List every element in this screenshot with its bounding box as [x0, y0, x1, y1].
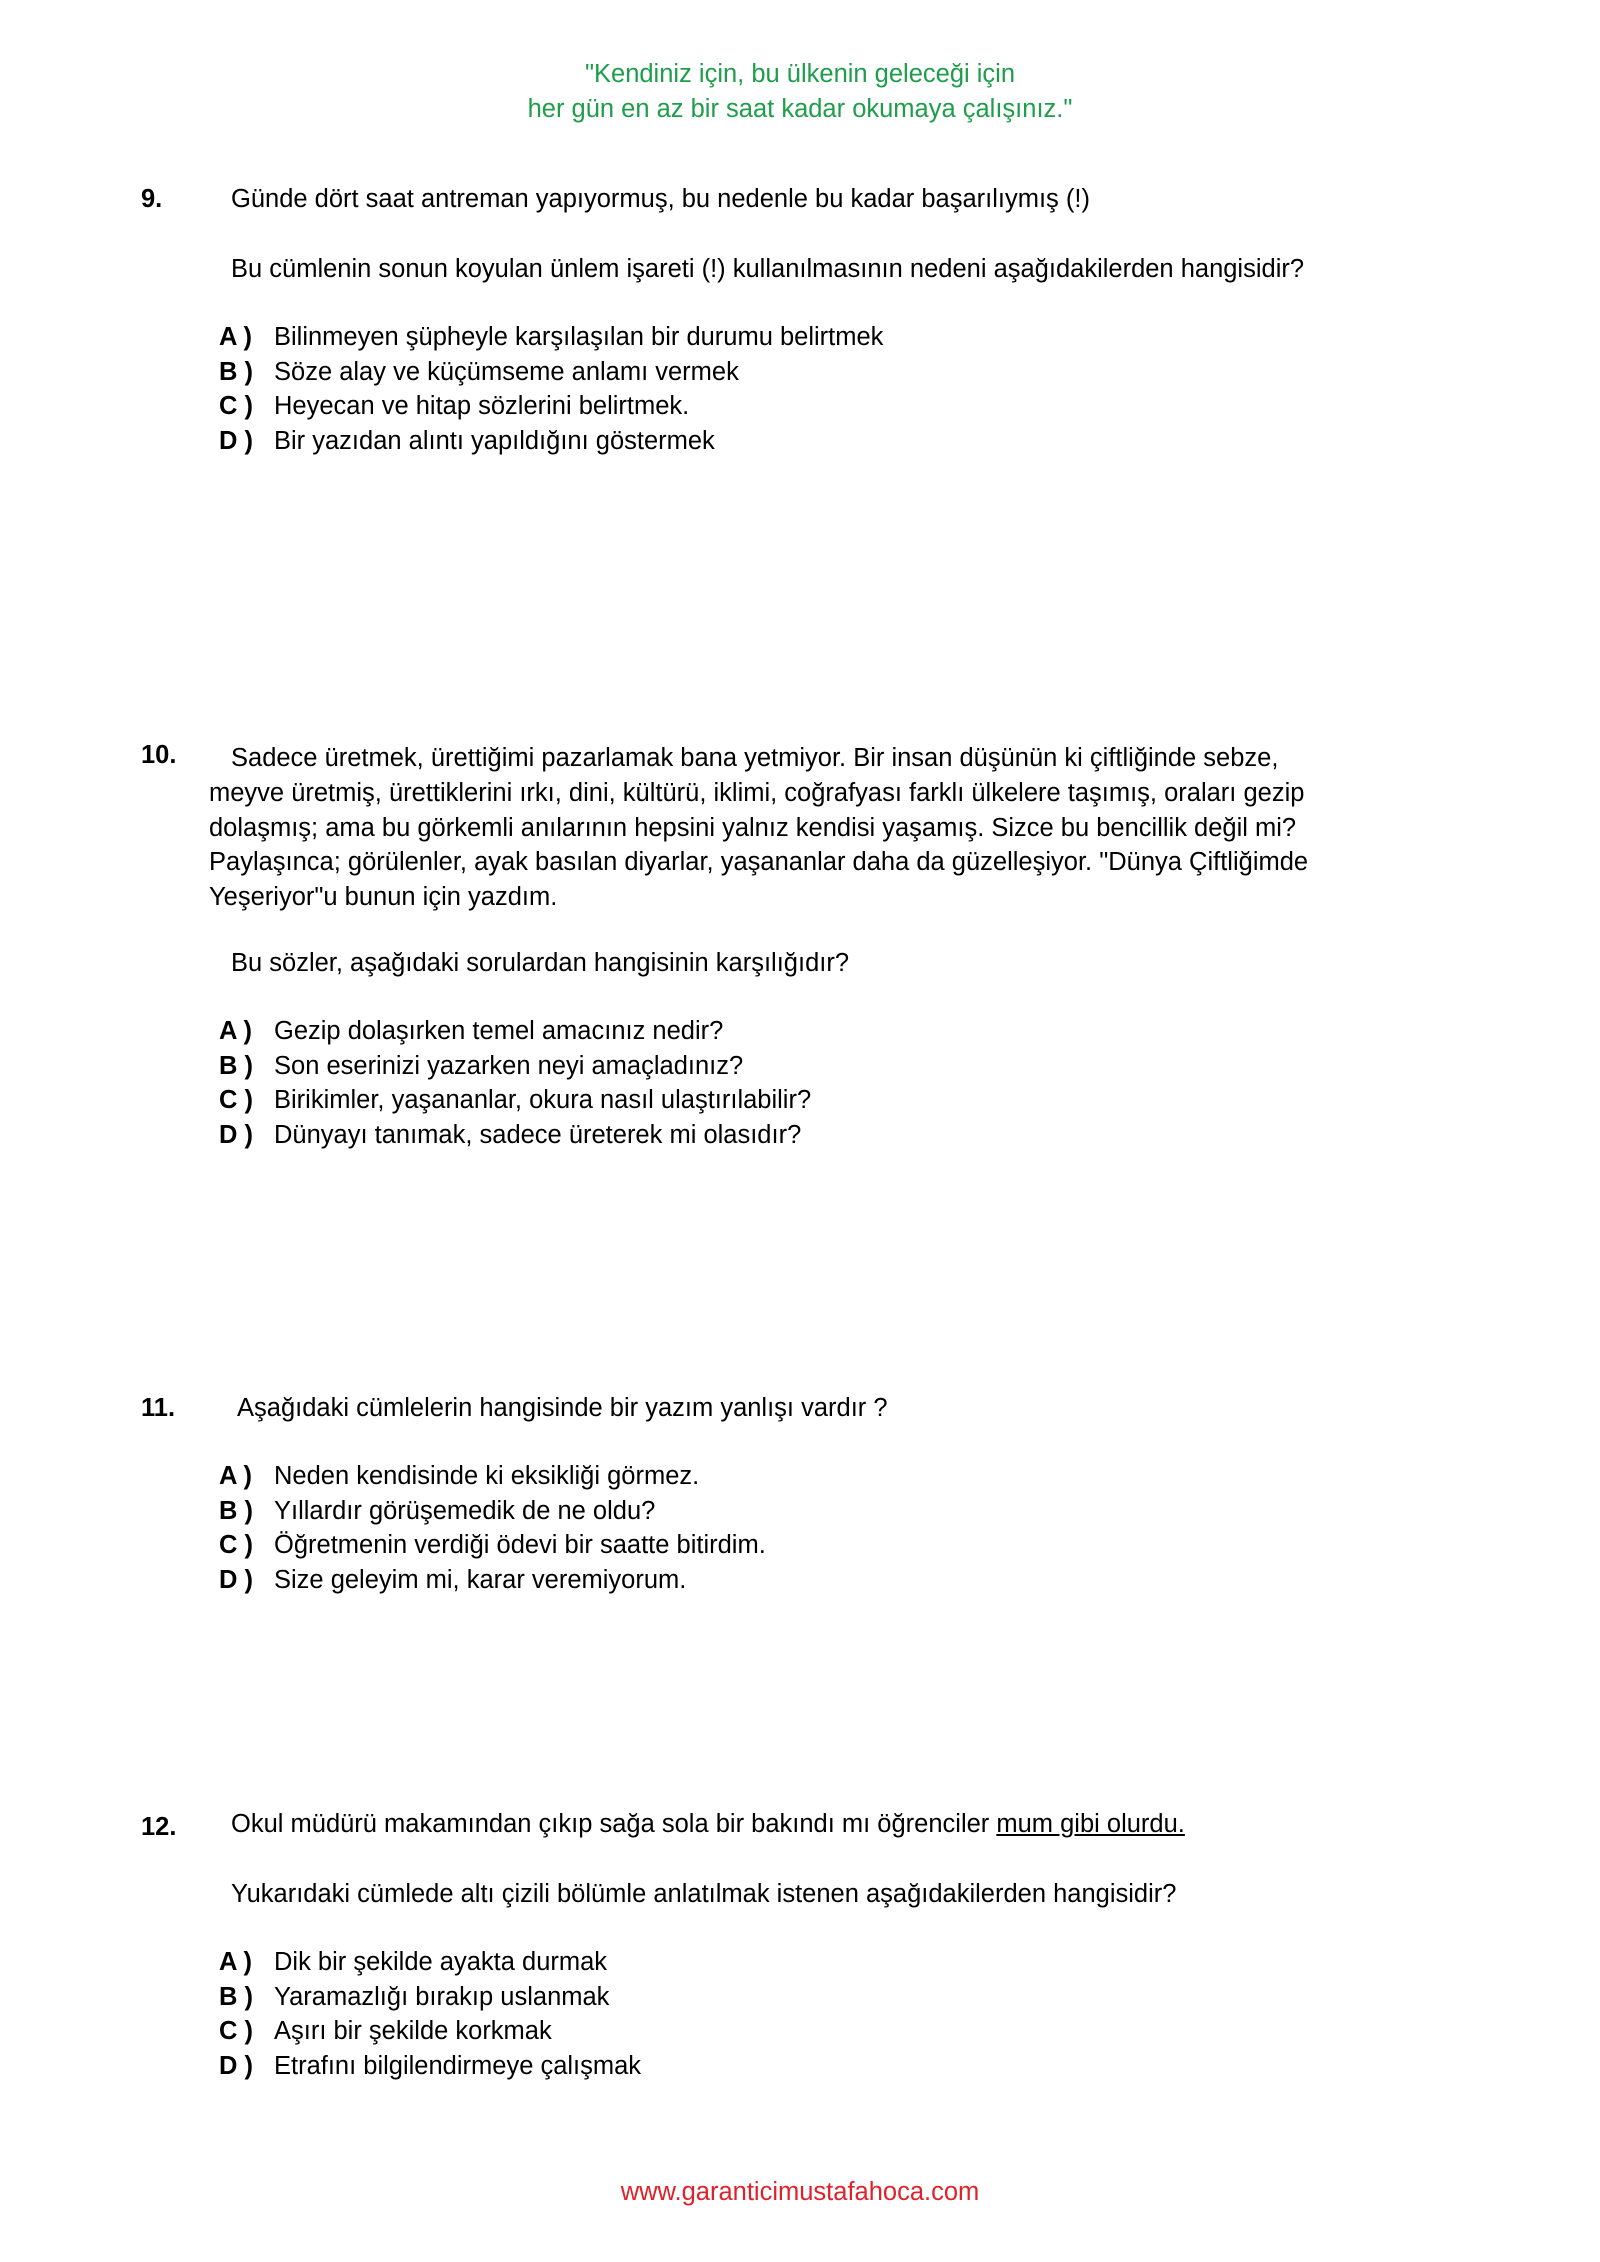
question-stem: Okul müdürü makamından çıkıp sağa sola bir bakındı mı öğrenciler mum gibi olurdu. [231, 1810, 1185, 1838]
option-a[interactable]: A ) Gezip dolaşırken temel amacınız nedir? [219, 1017, 724, 1045]
options-list [219, 1462, 766, 1600]
option-a[interactable]: A ) Neden kendisinde ki eksikliği görmez. [219, 1462, 700, 1490]
option-b[interactable]: B ) Yaramazlığı bırakıp uslanmak [219, 1982, 610, 2011]
question-prompt: Yukarıdaki cümlede altı çizili bölümle anlatılmak istenen aşağıdakilerden hangisidir? [231, 1880, 1177, 1908]
question-number: 9. [141, 185, 163, 213]
options-list [219, 1017, 811, 1155]
question-stem: Günde dört saat antreman yapıyormuş, bu nedenle bu kadar başarılıymış (!) [231, 185, 1090, 213]
option-c[interactable]: C ) Heyecan ve hitap sözlerini belirtmek. [219, 392, 690, 421]
underlined-phrase: mum gibi olurdu. [996, 1810, 1185, 1838]
question-prompt: Bu sözler, aşağıdaki sorulardan hangisinin karşılığıdır? [231, 949, 850, 977]
motto-header [0, 57, 1600, 127]
option-c[interactable]: C ) Birikimler, yaşananlar, okura nasıl ulaştırılabilir? [219, 1086, 812, 1115]
option-a[interactable]: A ) Dik bir şekilde ayakta durmak [219, 1948, 608, 1976]
options-list [219, 1948, 641, 2086]
question-stem: Aşağıdaki cümlelerin hangisinde bir yazım yanlışı vardır ? [237, 1394, 888, 1422]
option-b[interactable]: B ) Son eserinizi yazarken neyi amaçladınız? [219, 1051, 744, 1080]
question-number: 12. [141, 1813, 177, 1841]
question-stem: Sadece üretmek, ürettiğimi pazarlamak bana yetmiyor. Bir insan düşünün ki çiftliğinde sebze, meyve üretmiş, ürettiklerini ırkı, dini, kültürü, iklimi, coğrafyası farklı ülkelere taşımış, oraları gezip dolaşmış; ama bu görkemli anılarının hepsini yalnız kendisi yaşamış. Sizce bu bencillik değil mi? Paylaşınca; görülenler, ayak basılan diyarlar, yaşananlar daha da güzelleşiyor. "Dünya Çiftliğimde Yeşeriyor"u bunun için yazdım. [209, 744, 1309, 912]
footer-website-link[interactable]: www.garanticimustafahoca.com [620, 2178, 980, 2206]
option-d[interactable]: D ) Bir yazıdan alıntı yapıldığını göstermek [219, 426, 715, 455]
option-d[interactable]: D ) Etrafını bilgilendirmeye çalışmak [219, 2051, 642, 2080]
option-b[interactable]: B ) Söze alay ve küçümseme anlamı vermek [219, 357, 739, 386]
option-c[interactable]: C ) Aşırı bir şekilde korkmak [219, 2017, 552, 2046]
option-c[interactable]: C ) Öğretmenin verdiği ödevi bir saatte bitirdim. [219, 1531, 766, 1560]
question-number: 10. [141, 741, 177, 769]
option-a[interactable]: A ) Bilinmeyen şüpheyle karşılaşılan bir durumu belirtmek [219, 323, 884, 351]
motto-line-2: her gün en az bir saat kadar okumaya çalışınız." [527, 95, 1073, 123]
option-d[interactable]: D ) Dünyayı tanımak, sadece üreterek mi olasıdır? [219, 1120, 802, 1149]
question-number: 11. [141, 1394, 176, 1422]
motto-line-1: "Kendiniz için, bu ülkenin geleceği için [584, 60, 1016, 88]
options-list [219, 323, 883, 461]
question-prompt: Bu cümlenin sonun koyulan ünlem işareti (!) kullanılmasının nedeni aşağıdakilerden hangisidir? [231, 255, 1305, 283]
option-b[interactable]: B ) Yıllardır görüşemedik de ne oldu? [219, 1496, 656, 1525]
option-d[interactable]: D ) Size geleyim mi, karar veremiyorum. [219, 1565, 687, 1594]
